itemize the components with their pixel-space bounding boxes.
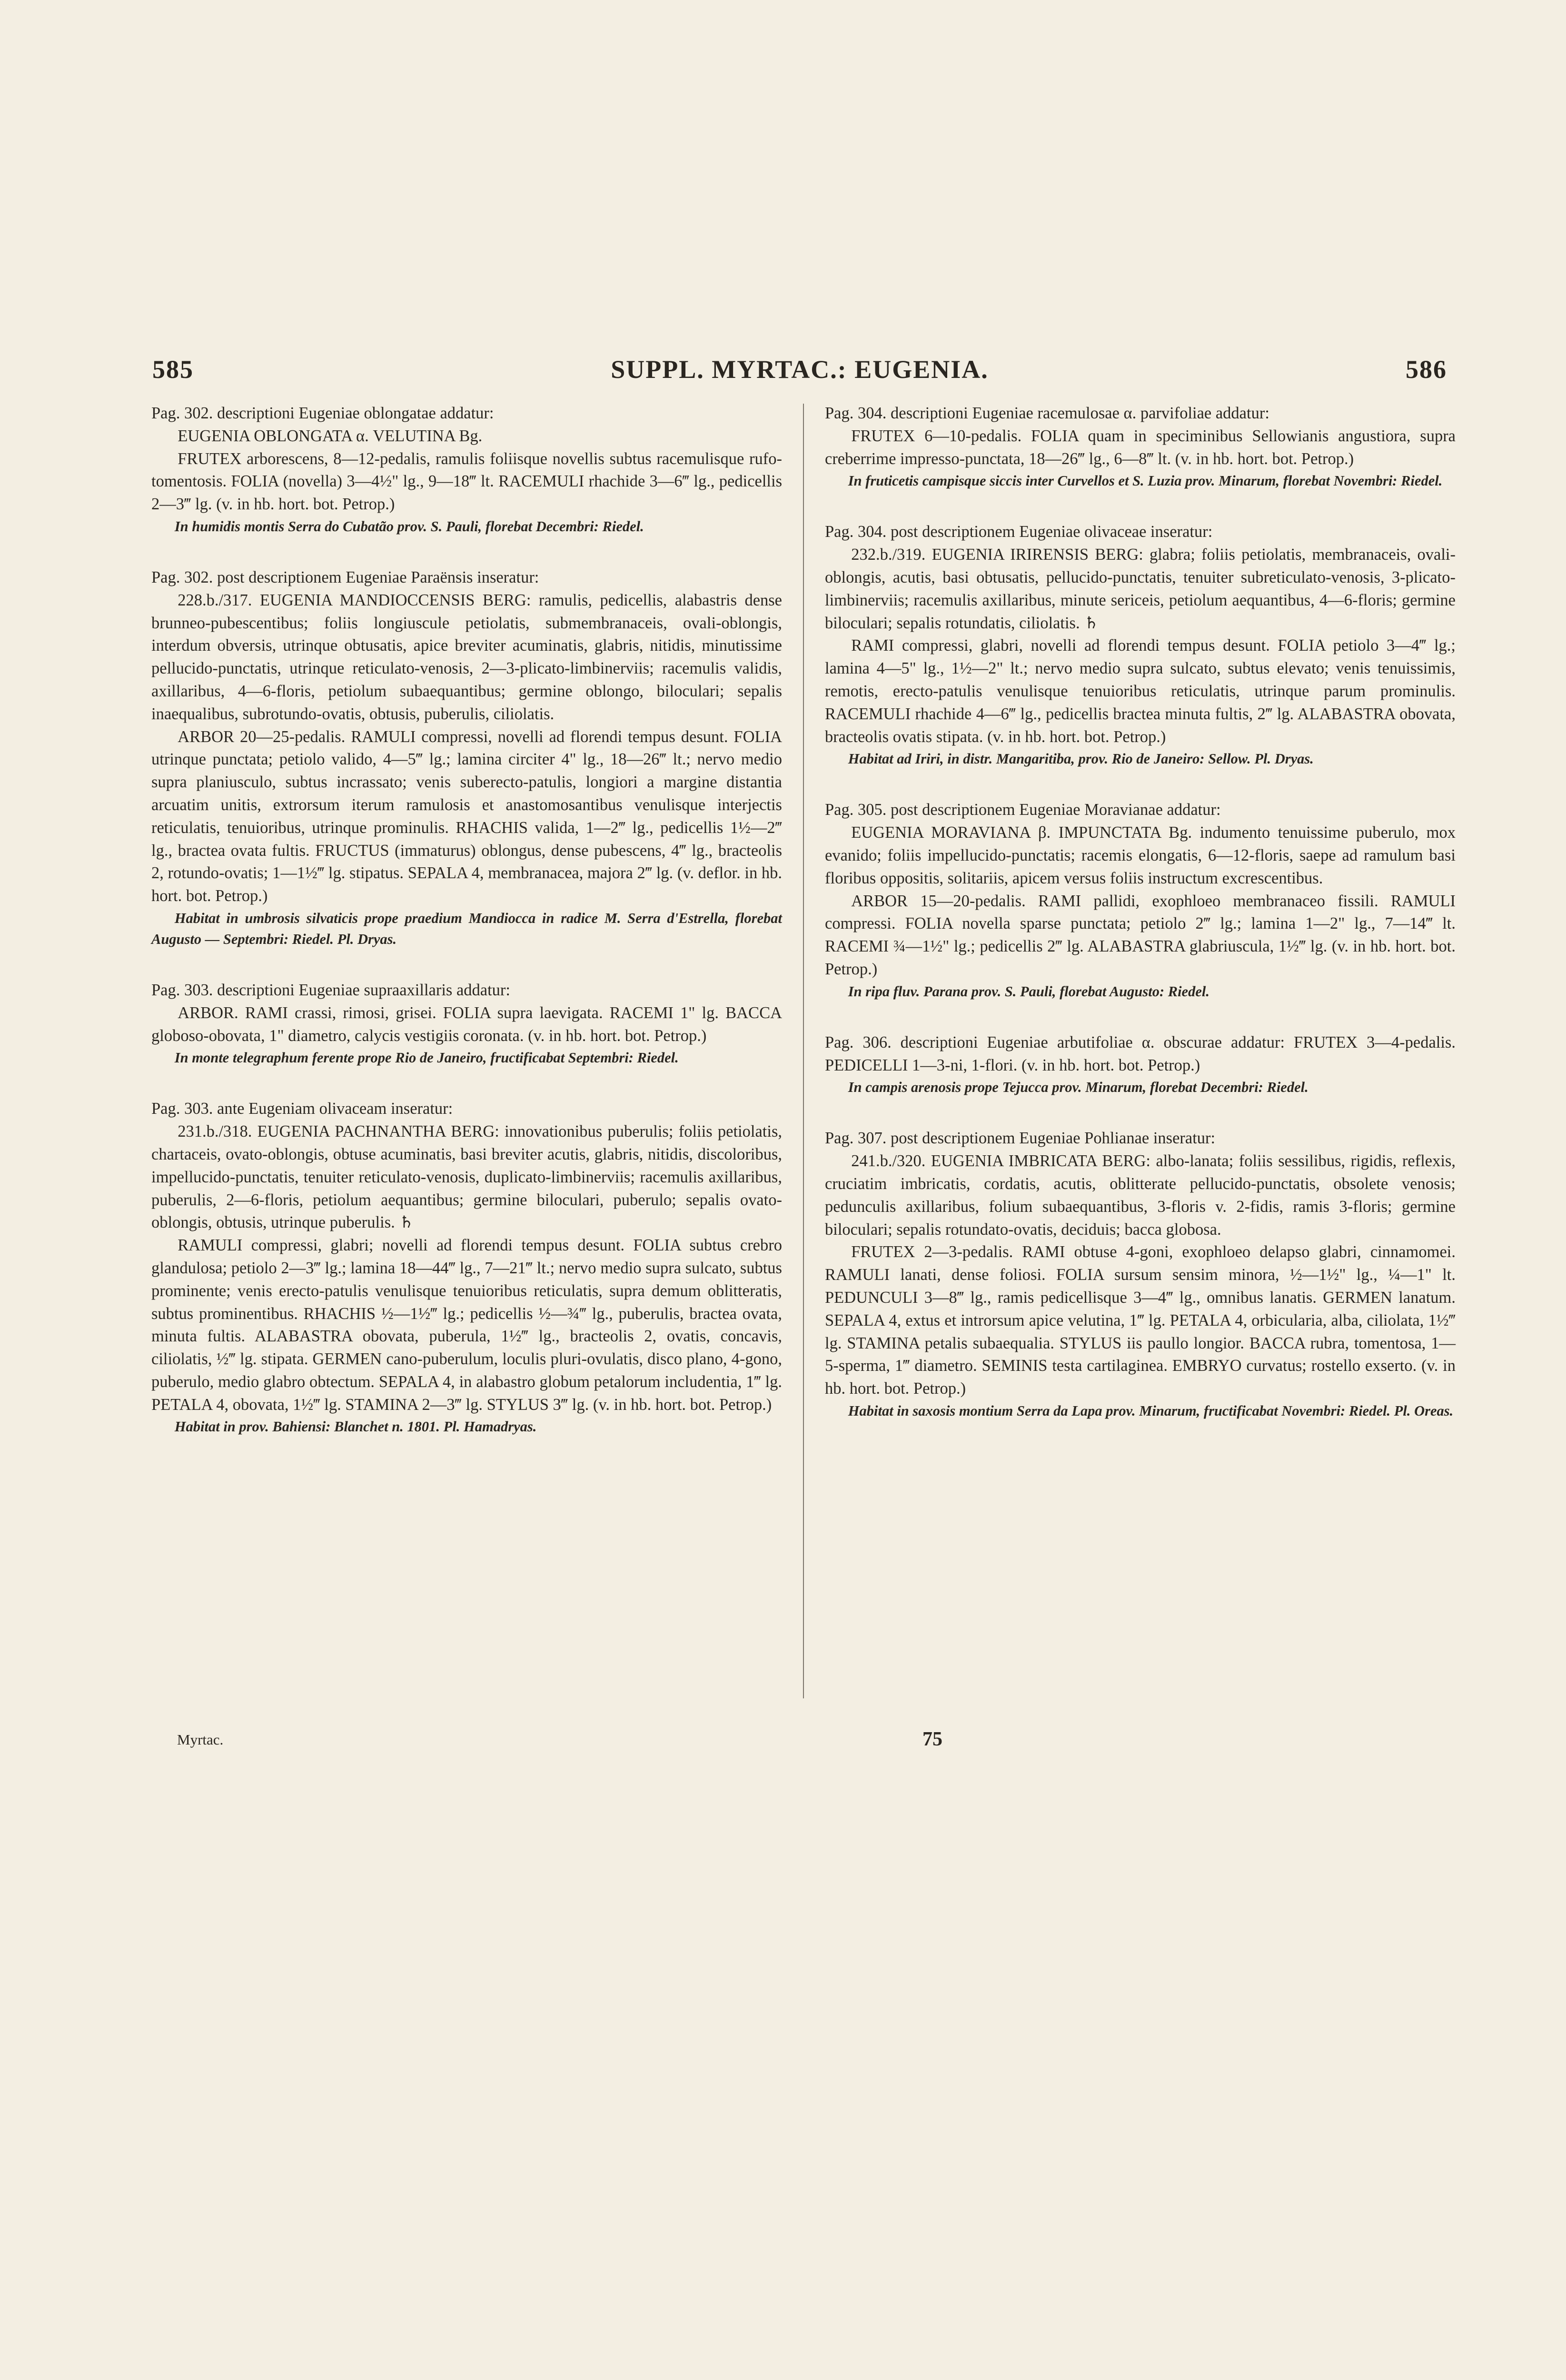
- signature-mark: Myrtac.: [177, 1731, 224, 1748]
- section-heading: Pag. 302. descriptioni Eugeniae oblongatae addatur:: [151, 404, 494, 422]
- page-number-right: 586: [1406, 355, 1447, 384]
- paragraph: RAMULI compressi, glabri; novelli ad florendi tempus desunt. FOLIA subtus crebro glandulosa; petiolo 2—3‴ lg.; lamina 18—44‴ lg., 7—21‴ lt.; nervo medio supra sulcato, subtus prominente; venis erecto-patulis venulisque tenuioribus reticulatis, supra demum oblitteratis, subtus prominentibus. RHACHIS ½—1½‴ lg.; pedicellis ½—¾‴ lg., puberulis, bractea ovata, minuta fultis. ALABASTRA obovata, puberula, 1½‴ lg., bracteolis 2, ovatis, concavis, ciliolatis, ½‴ lg. stipata. GERMEN cano-puberulum, loculis pluri-ovulatis, disco plano, 4-gono, puberulo, medio glabro obtectum. SEPALA 4, in alabastro globum petalorum includentia, 1‴ lg. PETALA 4, obovata, 1½‴ lg. STAMINA 2—3‴ lg. STYLUS 3‴ lg. (v. in hb. hort. bot. Petrop.): [151, 1236, 782, 1414]
- paragraph: RAMI compressi, glabri, novelli ad florendi tempus desunt. FOLIA petiolo 3—4‴ lg.; lamina 4—5" lg., 1½—2" lt.; nervo medio supra sulcato, subtus elevato; venis tenuissimis, remotis, erecto-patulis venulisque tenuioribus reticulatis, utrinque parum prominulis. RACEMULI rhachide 4—6‴ lg., pedicellis bractea minuta fultis, 2‴ lg. ALABASTRA obovata, bracteolis ovatis stipata. (v. in hb. hort. bot. Petrop.): [825, 636, 1456, 746]
- paragraph: FRUTEX 6—10-pedalis. FOLIA quam in speciminibus Sellowianis angustiora, supra creberrime impresso-punctata, 18—26‴ lg., 6—8‴ lt. (v. in hb. hort. bot. Petrop.): [825, 426, 1456, 468]
- habitat-note: In humidis montis Serra do Cubatão prov. S. Pauli, florebat Decembri: Riedel.: [174, 518, 644, 535]
- habitat-note: In fruticetis campisque siccis inter Curvellos et S. Luzia prov. Minarum, florebat Novembri: Riedel.: [848, 473, 1443, 489]
- paragraph: ARBOR 15—20-pedalis. RAMI pallidi, exophloeo membranaceo fissili. RAMULI compressi. FOLIA novella sparse punctata; petiolo 2‴ lg.; lamina 1—2" lg., 7—14‴ lt. RACEMI ¾—1½" lg.; pedicellis 2‴ lg. ALABASTRA glabriuscula, 1½‴ lg. (v. in hb. hort. bot. Petrop.): [825, 892, 1456, 978]
- paragraph: FRUTEX arborescens, 8—12-pedalis, ramulis foliisque novellis subtus racemulisque rufo-tomentosis. FOLIA (novella) 3—4½" lg., 9—18‴ lt. RACEMULI rhachide 3—6‴ lg., pedicellis 2—3‴ lg. (v. in hb. hort. bot. Petrop.): [151, 449, 782, 514]
- section-heading: Pag. 303. descriptioni Eugeniae supraaxillaris addatur:: [151, 981, 510, 999]
- section-heading: Pag. 306. descriptioni Eugeniae arbutifoliae α. obscurae addatur: FRUTEX 3—4-pedalis. PEDICELLI 1—3-ni, 1-flori. (v. in hb. hort. bot. Petrop.): [825, 1033, 1456, 1074]
- habitat-note: Habitat in umbrosis silvaticis prope praedium Mandiocca in radice M. Serra d'Estrella, florebat Augusto — Septembri: Riedel. Pl. Dryas.: [151, 910, 782, 947]
- species-diagnosis: EUGENIA MORAVIANA β. IMPUNCTATA Bg. indumento tenuissime puberulo, mox evanido; foliis impellucido-punctatis; racemis elongatis, 6—12-floris, saepe ad ramulum basi floribus oppositis, solitariis, apicem versus foliis instructum excrescentibus.: [825, 823, 1456, 887]
- species-diagnosis: 228.b./317. EUGENIA MANDIOCCENSIS BERG: ramulis, pedicellis, alabastris dense brunneo-pubescentibus; foliis longiuscule petiolatis, submembranaceis, ovali-oblongis, interdum obversis, utrinque obtusatis, apice breviter acuminatis, glabris, nitidis, minutissime pellucido-punctatis, utrinque reticulato-venosis, 2—3-plicato-limbinerviis; racemulis validis, axillaribus, 4—6-floris, petiolum subaequantibus; germine oblongo, biloculari; sepalis inaequalibus, subrotundo-ovatis, obtusis, puberulis, ciliolatis.: [151, 591, 782, 723]
- paragraph: ARBOR 20—25-pedalis. RAMULI compressi, novelli ad florendi tempus desunt. FOLIA utrinque punctata; petiolo valido, 4—5‴ lg.; lamina circiter 4" lg., 18—26‴ lt.; nervo medio supra planiusculo, subtus incrassato; venis suberecto-patulis, longiori a margine distantia arcuatim unitis, extrorsum iterum ramulosis et anastomosantibus venulisque interjectis reticulatis, tenuioribus, utrinque prominulis. RHACHIS valida, 1—2‴ lg., pedicellis 1½—2‴ lg., bractea ovata fultis. FRUCTUS (immaturus) oblongus, dense pubescens, 4‴ lg., bracteolis 2, rotundo-ovatis; 1—1½‴ lg. stipatus. SEPALA 4, membranacea, majora 2‴ lg. (v. deflor. in hb. hort. bot. Petrop.): [151, 727, 782, 905]
- habitat-note: In monte telegraphum ferente prope Rio de Janeiro, fructificabat Septembri: Riedel.: [174, 1050, 679, 1066]
- section-heading: Pag. 304. descriptioni Eugeniae racemulosae α. parvifoliae addatur:: [825, 404, 1269, 422]
- right-column: [825, 402, 1456, 1421]
- paragraph: FRUTEX 2—3-pedalis. RAMI obtuse 4-goni, exophloeo delapso glabri, cinnamomei. RAMULI lanati, dense foliosi. FOLIA sursum sensim minora, ½—1½" lg., ¼—1" lt. PEDUNCULI 3—8‴ lg., ramis pedicellisque 3—4‴ lg., omnibus lanatis. GERMEN lanatum. SEPALA 4, extus et introrsum apice velutina, 1‴ lg. PETALA 4, orbicularia, alba, ciliolata, 1½‴ lg. STAMINA petalis subaequalia. STYLUS iis paullo longior. BACCA rubra, tomentosa, 1—5-sperma, 1‴ diametro. SEMINIS testa cartilaginea. EMBRYO curvatus; rostello exserto. (v. in hb. hort. bot. Petrop.): [825, 1243, 1456, 1398]
- habitat-note: In campis arenosis prope Tejucca prov. Minarum, florebat Decembri: Riedel.: [848, 1079, 1308, 1096]
- species-diagnosis: 232.b./319. EUGENIA IRIRENSIS BERG: glabra; foliis petiolatis, membranaceis, ovali-oblongis, acutis, basi obtusatis, pellucido-punctatis, tenuiter subreticulato-venosis, 3-plicato-limbinerviis; racemulis axillaribus, minute sericeis, petiolum aequantibus, 4—6-floris; germine biloculari; sepalis rotundatis, ciliolatis. ♄: [825, 545, 1456, 632]
- habitat-note: Habitat in saxosis montium Serra da Lapa prov. Minarum, fructificabat Novembri: Riedel. Pl. Oreas.: [848, 1402, 1454, 1419]
- section-heading: Pag. 302. post descriptionem Eugeniae Paraënsis inseratur:: [151, 568, 539, 586]
- running-header: [152, 355, 1447, 393]
- section-heading: Pag. 304. post descriptionem Eugeniae olivaceae inseratur:: [825, 523, 1213, 541]
- species-diagnosis: 241.b./320. EUGENIA IMBRICATA BERG: albo-lanata; foliis sessilibus, rigidis, reflexis, cruciatim imbricatis, cordatis, acutis, oblitterate pellucido-punctatis, obsolete venosis; pedunculis axillaribus, folium subaequantibus, 3-floris v. 2-fidis, ramis 3-floris; germine biloculari; sepalis rotundato-ovatis, deciduis; bacca globosa.: [825, 1152, 1456, 1239]
- sheet-number: 75: [922, 1728, 942, 1750]
- habitat-note: Habitat ad Iriri, in distr. Mangaritiba, prov. Rio de Janeiro: Sellow. Pl. Dryas.: [848, 751, 1314, 767]
- running-title: SUPPL. MYRTAC.: EUGENIA.: [611, 355, 989, 384]
- habitat-note: In ripa fluv. Parana prov. S. Pauli, florebat Augusto: Riedel.: [848, 983, 1209, 1000]
- habitat-note: Habitat in prov. Bahiensi: Blanchet n. 1801. Pl. Hamadryas.: [174, 1418, 537, 1435]
- species-name: EUGENIA OBLONGATA α. VELUTINA Bg.: [178, 426, 483, 445]
- left-column: [151, 402, 782, 1437]
- section-heading: Pag. 307. post descriptionem Eugeniae Pohlianae inseratur:: [825, 1129, 1216, 1148]
- section-heading: Pag. 305. post descriptionem Eugeniae Moravianae addatur:: [825, 801, 1221, 819]
- section-heading: Pag. 303. ante Eugeniam olivaceam inseratur:: [151, 1100, 453, 1118]
- column-divider: [803, 404, 804, 1698]
- paragraph: ARBOR. RAMI crassi, rimosi, grisei. FOLIA supra laevigata. RACEMI 1" lg. BACCA globoso-obovata, 1" diametro, calycis vestigiis coronata. (v. in hb. hort. bot. Petrop.): [151, 1003, 782, 1045]
- page-number-left: 585: [152, 355, 194, 384]
- species-diagnosis: 231.b./318. EUGENIA PACHNANTHA BERG: innovationibus puberulis; foliis petiolatis, chartaceis, ovato-oblongis, obtuse acuminatis, basi breviter acutis, glabris, nitidis, discoloribus, impellucido-punctatis, tenuiter reticulato-venosis, duplicato-limbinerviis; racemulis axillaribus, puberulis, 2—6-floris, petiolum aequantibus; germine biloculari, puberulo; sepalis ovato-oblongis, obtusis, utrinque puberulis. ♄: [151, 1122, 782, 1232]
